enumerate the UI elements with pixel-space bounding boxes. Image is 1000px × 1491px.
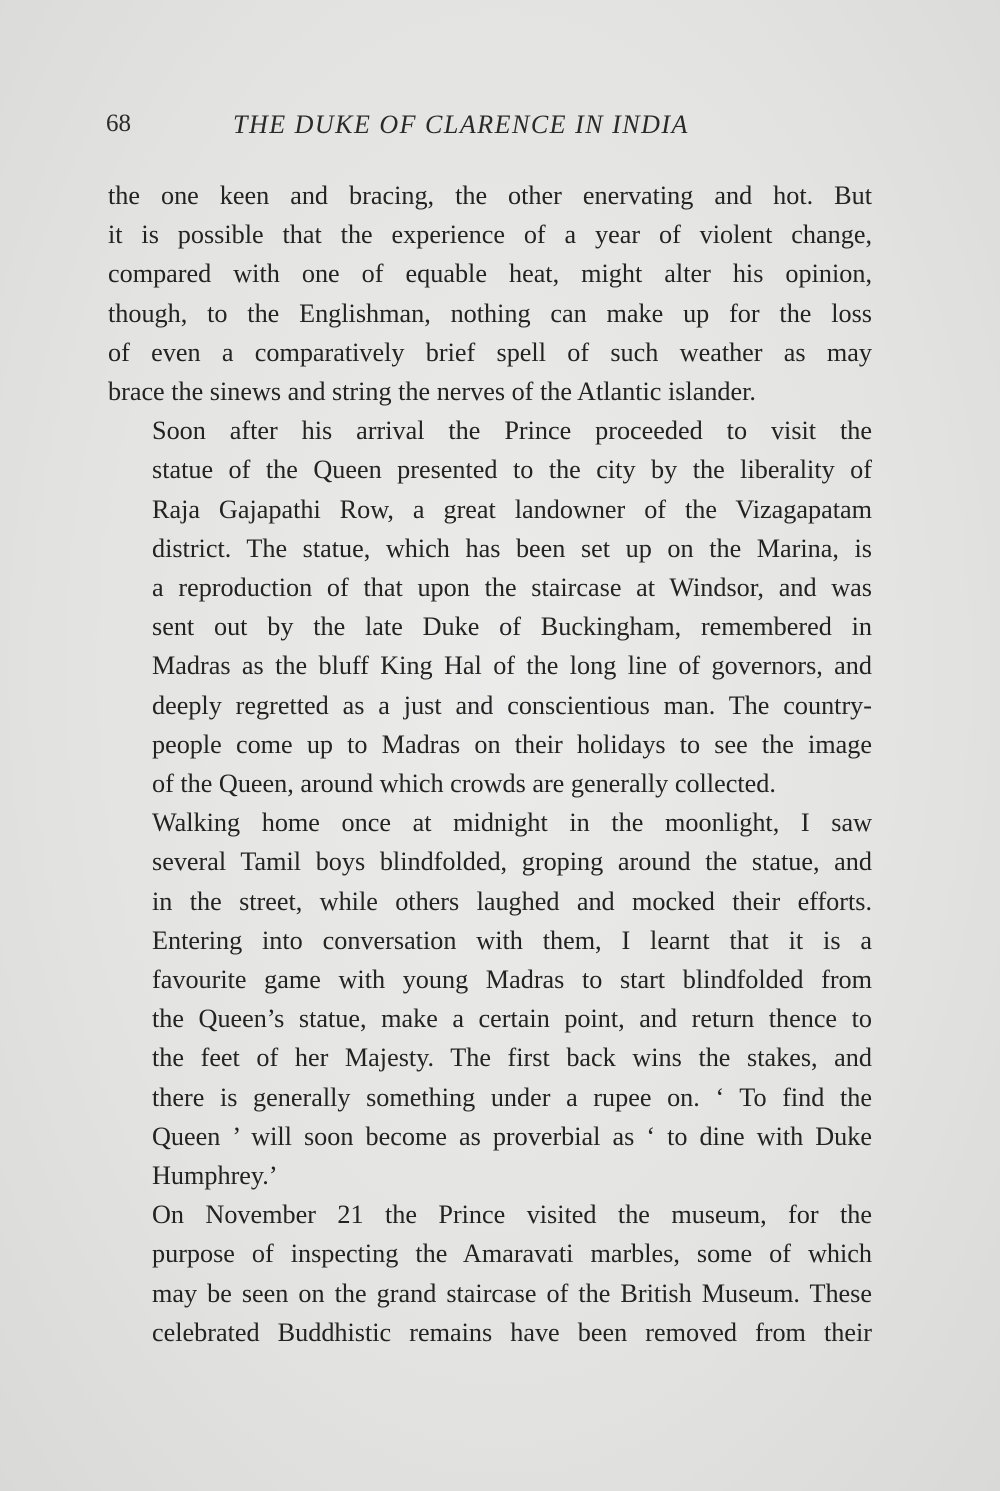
text-line: sent out by the late Duke of Buckingham, remembered in — [152, 612, 872, 642]
running-title: THE DUKE OF CLARENCE IN INDIA — [233, 110, 689, 139]
text-line: brace the sinews and string the nerves of the Atlantic islander. — [108, 377, 756, 407]
text-line: the Queen’s statue, make a certain point, and return thence to — [152, 1004, 872, 1034]
text-line: the feet of her Majesty. The first back wins the stakes, and — [152, 1043, 872, 1073]
body-text — [108, 176, 872, 1352]
text-line: Raja Gajapathi Row, a great landowner of the Vizagapatam — [152, 494, 872, 524]
text-line: it is possible that the experience of a year of violent change, — [108, 220, 872, 250]
text-line: district. The statue, which has been set up on the Marina, is — [152, 533, 872, 563]
text-line: On November 21 the Prince visited the museum, for the — [152, 1200, 872, 1230]
text-line: though, to the Englishman, nothing can make up for the loss — [108, 298, 872, 328]
paragraph — [108, 176, 872, 411]
text-line: Madras as the bluff King Hal of the long line of governors, and — [152, 651, 872, 681]
paragraph — [108, 411, 872, 803]
page-header — [106, 106, 870, 146]
text-line: people come up to Madras on their holidays to see the image — [152, 729, 872, 759]
paragraph — [108, 803, 872, 1195]
text-line: several Tamil boys blindfolded, groping around the statue, and — [152, 847, 872, 877]
text-line: compared with one of equable heat, might alter his opinion, — [108, 259, 872, 289]
text-line: Queen ’ will soon become as proverbial as ‘ to dine with Duke — [152, 1121, 872, 1151]
text-line: of even a comparatively brief spell of such weather as may — [108, 337, 872, 367]
text-line: celebrated Buddhistic remains have been removed from their — [152, 1317, 872, 1347]
paragraph — [108, 1195, 872, 1352]
text-line: Walking home once at midnight in the moonlight, I saw — [152, 808, 872, 838]
text-line: purpose of inspecting the Amaravati marbles, some of which — [152, 1239, 872, 1269]
text-line: a reproduction of that upon the staircase at Windsor, and was — [152, 573, 872, 603]
page-number: 68 — [106, 110, 131, 137]
text-line: there is generally something under a rupee on. ‘ To find the — [152, 1082, 872, 1112]
text-line: Soon after his arrival the Prince proceeded to visit the — [152, 416, 872, 446]
text-line: in the street, while others laughed and mocked their efforts. — [152, 886, 872, 916]
text-line: the one keen and bracing, the other enervating and hot. But — [108, 181, 872, 210]
text-line: statue of the Queen presented to the city by the liberality of — [152, 455, 872, 485]
text-line: may be seen on the grand staircase of the British Museum. These — [152, 1278, 872, 1308]
text-line: Humphrey.’ — [152, 1161, 278, 1191]
text-line: deeply regretted as a just and conscientious man. The country- — [152, 690, 872, 720]
text-line: Entering into conversation with them, I learnt that it is a — [152, 925, 872, 955]
text-line: of the Queen, around which crowds are generally collected. — [152, 769, 776, 799]
text-line: favourite game with young Madras to start blindfolded from — [152, 965, 872, 995]
